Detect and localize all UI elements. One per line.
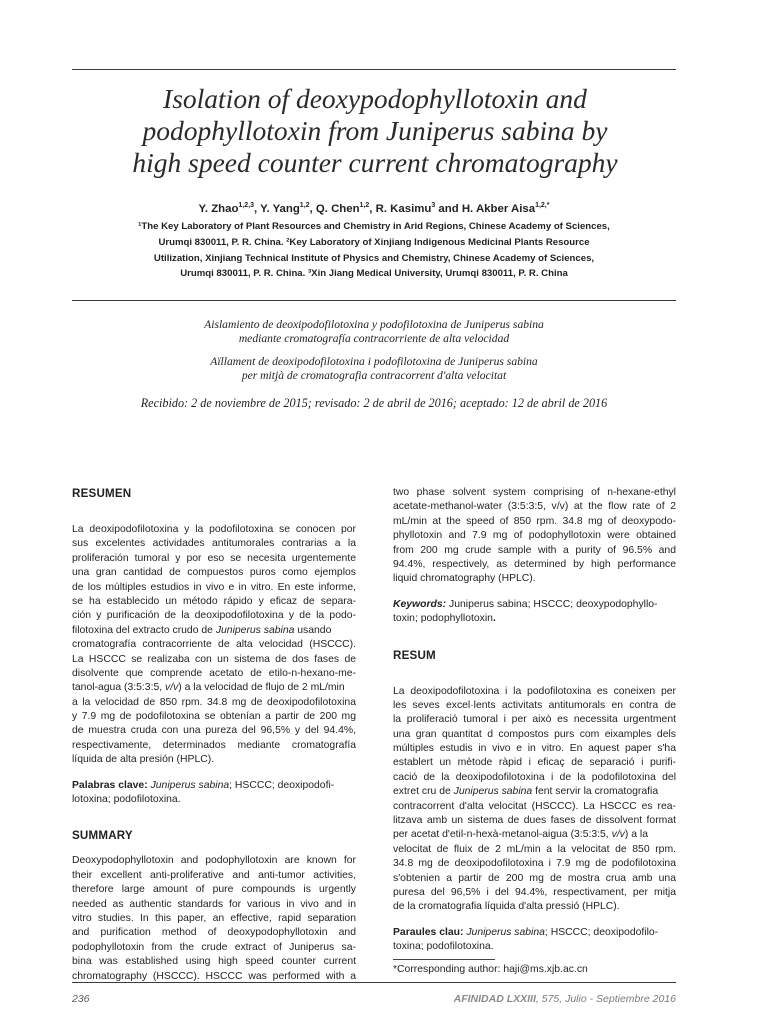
mid-rule	[72, 300, 676, 301]
summary-heading: SUMMARY	[72, 829, 133, 843]
affiliation-line: Urumqi 830011, P. R. China. ²Key Laboratory of Xinjiang Indigenous Medicinal Plants Resource	[158, 236, 590, 248]
top-rule	[72, 69, 676, 70]
author-affil-sup: 1,2	[299, 202, 310, 210]
received-dates: Recibido: 2 de noviembre de 2015; revisado: 2 de abril de 2016; aceptado: 12 de abril de 2016	[140, 396, 608, 410]
author-name: Y. Yang	[260, 203, 300, 215]
right-column	[393, 486, 676, 977]
resumen-heading: RESUMEN	[72, 487, 132, 500]
spanish-title: Aislamiento de deoxipodofilotoxina y podofilotoxina de Juniperus sabina mediante cromatografía contracorriente de alta velocidad	[204, 318, 544, 345]
author-name: Q. Chen	[315, 203, 360, 215]
summary-body: Deoxypodophyllotoxin and podophyllotoxin are known for their excellent anti-proliferative and anti-tumor activities, therefore large amount of pure compounds is urgently needed as authentic standards for various in vivo and in vitro studies. In this paper, an effective, rapid separation and purification method of deoxypodophyllotoxin and podophyllotoxin from the crude extract of Juniperus sa- bina was established using high speed counter current chromatography (HSCCC). HSCCC was performed with a	[72, 855, 356, 982]
resum-heading: RESUM	[393, 648, 436, 662]
affiliation-line: Utilization, Xinjiang Technical Institute of Physics and Chemistry, Chinese Academy of Sciences,	[153, 252, 595, 264]
affiliation-line: Urumqi 830011, P. R. China. ³Xin Jiang Medical University, Urumqi 830011, P. R. China	[180, 268, 568, 280]
affiliation-line: ¹The Key Laboratory of Plant Resources and Chemistry in Arid Regions, Chinese Academy of Sciences,	[138, 221, 610, 232]
author-affil-sup: 1,2	[359, 202, 370, 210]
author-affil-sup: 1,2,3	[238, 202, 254, 210]
footnote-divider	[393, 959, 495, 960]
summary-body-continued: two phase solvent system comprising of n-hexane-ethyl acetate-methanol-water (3:5:3:5, v/v) at the flow rate of 2 mL/min at the speed of 850 rpm. 34.8 mg of deoxypodo- phyllotoxin and 7.9 mg of podophyllotoxin were obtained from 200 mg crude sample with a purity of 96.5% and 94.4%, respectively, as determined by high performance liquid chromatography (HPLC).	[393, 487, 676, 585]
keywords: Keywords: Juniperus sabina; HSCCC; deoxypodophyllo- toxin; podophyllotoxin.	[393, 598, 658, 625]
author-name: R. Kasimu	[375, 203, 432, 215]
palabras-clave: Palabras clave: Juniperus sabina; HSCCC; deoxipodofi- lotoxina; podofilotoxina.	[72, 779, 335, 806]
resum-body: La deoxipodofilotoxina i la podofilotoxina es coneixen per les seves excel·lents activitats antitumorals en contra de la proliferació tumoral i per això es necessita urgentment una gran quantitat d compostos purs com eixamples dels múltiples estudis in vivo e in vitro. En aquest paper s'ha establert un mètode ràpid i eficaç de separació i purifi- cació de la deoxipodofilotoxina i de la podofilotoxina del extret cru de Juniperus sabina fent servir la cromatografia contracorrent d'alta velocitat (HSCCC). La HSCCC es rea- litzava amb un sistema de dues fases de dissolvent format per acetat d'etil-n-hexà-metanol-aigua (3:5:3:5, v/v) a la velocitat de fluix de 2 mL/min a la velocitat de 850 rpm. 34.8 mg de deoxipodofilotoxina i 7.9 mg de podofilotoxina s'obtenien a partir de 200 mg de mostra crua amb una puresa del 96,5% i del 94.4%, respectivament, per mitja de la cromatografia líquida d'alta pressió (HPLC).	[393, 685, 676, 913]
resumen-body: La deoxipodofilotoxina y la podofilotoxina se conocen por sus excelentes actividades antitumorales contrarias a la proliferación tumoral y por eso se necesita urgentemente una gran cantidad de compuestos puros como ejemplos de los múltiples estudios in vivo e in vitro. En este informe, se ha establecido un método rápido y eficaz de separa- ción y purificación de la deoxipodofilotoxina y de la podo- filotoxina del extracto crudo de Juniperus sabina usando cromatografía contracorriente de alta velocidad (HSCCC). La HSCCC se realizaba con un sistema de dos fases de disolvente que comprende acetato de etilo-n-hexano-me- tanol-agua (3:5:3:5, v/v) a la velocidad de flujo de 2 mL/min a la velocidad de 850 rpm. 34.8 mg de deoxipodofilotoxina y 7.9 mg de podofilotoxina se obtenían a partir de 200 mg de muestra cruda con una pureza del 96,5% y del 94.4%, respectivamente, determinados mediante cromatografía líquida de alta presión (HPLC).	[72, 524, 356, 766]
author-affil-sup: 3	[431, 202, 436, 210]
author-name: Y. Zhao	[198, 203, 239, 215]
author-name: H. Akber Aisa	[461, 203, 536, 215]
title-line: high speed counter current chromatography	[132, 147, 618, 178]
paraules-clau: Paraules clau: Juniperus sabina; HSCCC; deoxipodofilo- toxina; podofilotoxina.	[393, 926, 659, 953]
page-number: 236	[72, 993, 90, 1005]
paper-title	[60, 83, 690, 179]
left-column	[72, 487, 356, 984]
footer-rule	[72, 982, 676, 983]
title-line: podophyllotoxin from Juniperus sabina by	[142, 115, 608, 146]
affiliations	[100, 219, 648, 282]
title-line: Isolation of deoxypodophyllotoxin and	[163, 83, 587, 114]
journal-footer: AFINIDAD LXXIII, 575, Julio - Septiembre 2016	[453, 993, 676, 1005]
corresponding-author: *Corresponding author: haji@ms.xjb.ac.cn	[393, 963, 588, 975]
author-affil-sup: 1,2,*	[535, 202, 550, 210]
author-list: Y. Zhao$^{1,2,3}$, Y. Yang$^{1,2}$, Q. Chen$^{1,2}$, R. Kasimu$^3$ and H. Akber Aisa$^{1,2,*}$	[198, 202, 550, 215]
catalan-title: Aïllament de deoxipodofilotoxina i podofilotoxina de Juniperus sabina per mitjà de cromatografia contracorrent d'alta velocitat	[210, 355, 538, 382]
